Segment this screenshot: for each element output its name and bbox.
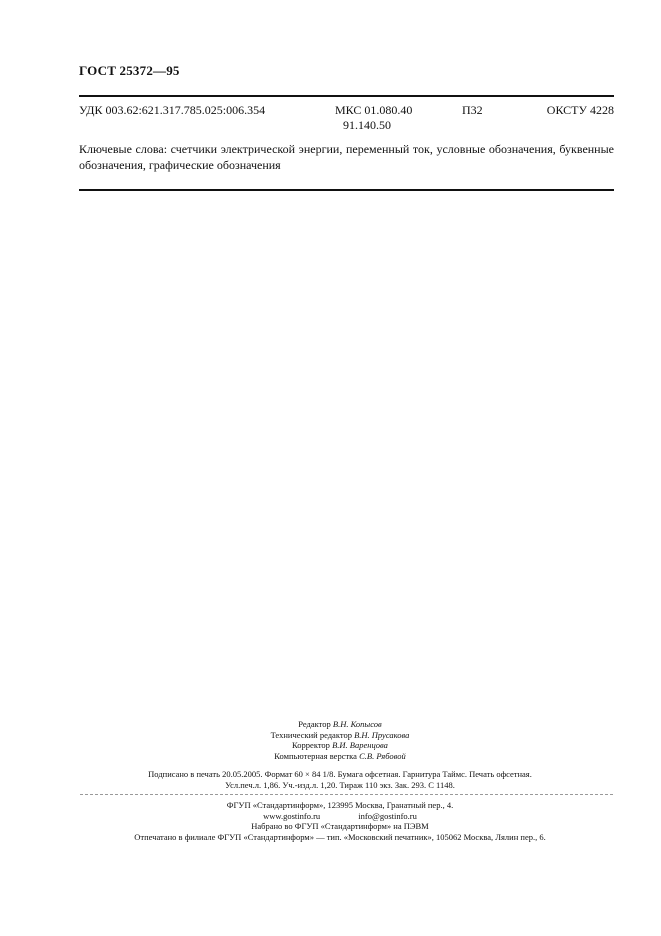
publisher-website: www.gostinfo.ru	[263, 810, 321, 821]
corrector-name: В.И. Варенцова	[332, 740, 388, 750]
publisher-contacts	[60, 811, 620, 822]
tech-editor-label: Технический редактор	[270, 729, 352, 740]
top-divider	[79, 95, 614, 97]
print-info-line1: Подписано в печать 20.05.2005. Формат 60 × 84 1/8. Бумага офсетная. Гарнитура Таймс. Печать офсетная.	[148, 769, 532, 779]
editor-name: В.Н. Копысов	[332, 719, 382, 729]
credit-layout	[60, 751, 620, 762]
publisher-email: info@gostinfo.ru	[358, 810, 417, 821]
layout-label: Компьютерная верстка	[274, 750, 357, 761]
print-info-block	[60, 769, 620, 790]
tech-editor-name: В.Н. Прусакова	[354, 729, 410, 740]
mks-code-line2: 91.140.50	[343, 118, 391, 132]
p-code: П32	[462, 103, 483, 117]
credit-tech-editor	[60, 730, 620, 741]
layout-name: С.В. Рябовой	[359, 750, 406, 761]
credits-block	[60, 719, 620, 761]
document-id: ГОСТ 25372—95	[79, 63, 180, 78]
okstu-code: ОКСТУ 4228	[546, 103, 614, 117]
credit-corrector	[60, 740, 620, 751]
mks-code-line1: МКС 01.080.40	[335, 103, 413, 117]
publisher-block	[60, 800, 620, 842]
bottom-divider	[79, 189, 614, 191]
corrector-label: Корректор	[292, 740, 330, 750]
imprint-separator	[80, 794, 613, 795]
typeset-info: Набрано во ФГУП «Стандартинформ» на ПЭВМ	[251, 821, 429, 831]
publisher-address: ФГУП «Стандартинформ», 123995 Москва, Гранатный пер., 4.	[226, 800, 454, 810]
printed-info: Отпечатано в филиале ФГУП «Стандартинформ» — тип. «Московский печатник», 105062 Москва, Лялин пер., 6.	[134, 831, 546, 842]
mks-code	[335, 103, 412, 133]
editor-label: Редактор	[298, 719, 331, 729]
udk-code: УДК 003.62:621.317.785.025:006.354	[79, 103, 266, 117]
print-info-line2: Усл.печ.л. 1,86. Уч.-изд.л. 1,20. Тираж 110 экз. Зак. 293. С 1148.	[225, 779, 455, 790]
credit-editor	[60, 719, 620, 730]
keywords-paragraph: Ключевые слова: счетчики электрической энергии, переменный ток, условные обозначения, буквенные обозначения, графические обозначения	[79, 142, 614, 172]
